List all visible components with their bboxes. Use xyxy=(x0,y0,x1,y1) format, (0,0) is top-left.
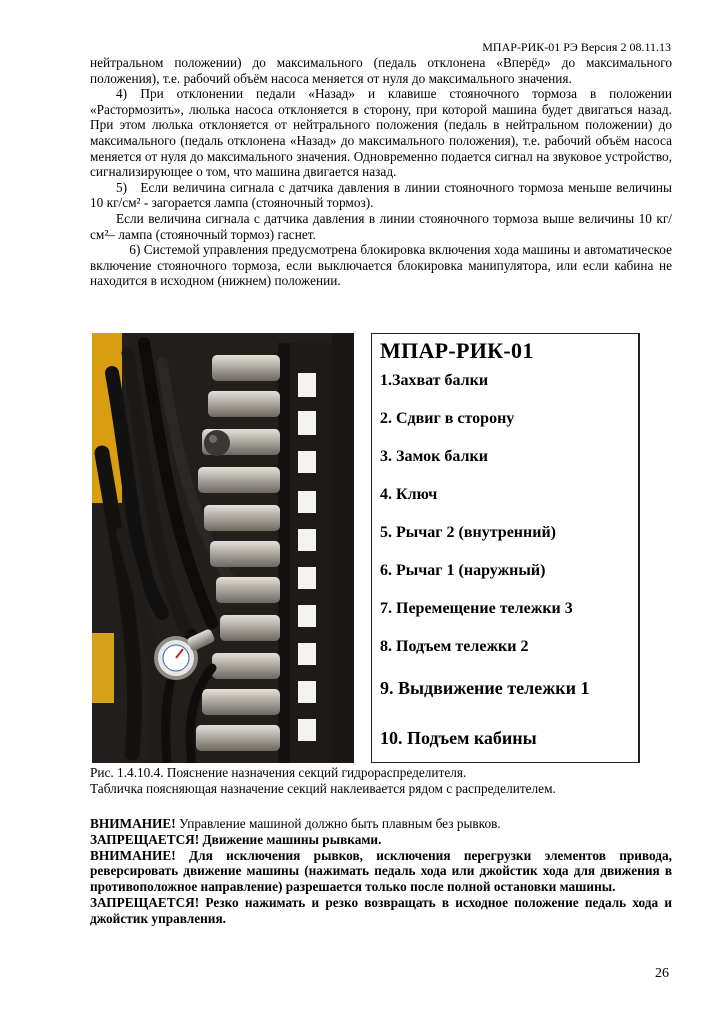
section-legend-plaque xyxy=(371,333,640,763)
body-text xyxy=(90,55,672,289)
paragraph-item-5: 5) Если величина сигнала с датчика давления в линии стояночного тормоза меньше величины 10 кг/см² - загорается лампа (стояночный тормоз). xyxy=(90,179,672,211)
warning-4-text: Резко нажимать и резко возвращать в исходное положение педаль хода и джойстик управления. xyxy=(90,894,672,926)
plaque-item-3: 3. Замок балки xyxy=(380,448,488,465)
caption-line-2: Табличка поясняющая назначение секций наклеивается рядом с распределителем. xyxy=(90,781,556,796)
warning-3-text: Для исключения рывков, исключения перегрузки элементов привода, реверсировать движение машины (нажимать педаль хода или джойстик хода для движения в противоположное направление) разрешается только после полной остановки машины. xyxy=(90,847,672,895)
warning-4 xyxy=(90,895,672,927)
distributor-photo-illustration xyxy=(92,333,354,763)
warning-2-text: Движение машины рывками. xyxy=(199,831,382,847)
plaque-item-4: 4. Ключ xyxy=(380,486,438,503)
warning-4-label: ЗАПРЕЩАЕТСЯ! xyxy=(90,894,200,910)
caption-line-1: Рис. 1.4.10.4. Пояснение назначения секций гидрораспределителя. xyxy=(90,765,467,780)
paragraph-item-4: 4) При отклонении педали «Назад» и клавише стояночного тормоза в положении «Растормозить», люлька насоса отклоняется в сторону, при которой машина будет двигаться назад. При этом люлька отклоняется от нейтрального положения (педаль в нейтральном положении) до максимального (педаль отклонена «Назад» до максимального положения), т.е. рабочий объём насоса меняется от нуля до максимального значения. Одновременно подается сигнал на звуковое устройство, сигнализирующее о том, что машина двигается назад. xyxy=(90,86,672,180)
plaque-item-10: 10. Подъем кабины xyxy=(380,728,537,748)
plaque-item-8: 8. Подъем тележки 2 xyxy=(380,638,529,655)
plaque-item-5: 5. Рычаг 2 (внутренний) xyxy=(380,524,556,541)
plaque-item-2: 2. Сдвиг в сторону xyxy=(380,410,515,427)
plaque-item-1: 1.Захват балки xyxy=(380,372,489,389)
warning-2 xyxy=(90,832,672,848)
paragraph-continuation: нейтральном положении) до максимального (педаль отклонена «Вперёд» до максимального положения), т.е. рабочий объём насоса меняется от нуля до максимального значения. xyxy=(90,55,672,86)
plaque-title: МПАР-РИК-01 xyxy=(380,338,534,363)
warning-2-label: ЗАПРЕЩАЕТСЯ! xyxy=(90,831,200,847)
paragraph-item-5-cont: Если величина сигнала с датчика давления в линии стояночного тормоза выше величины 10 кг/см²– лампа (стояночный тормоз) гаснет. xyxy=(90,210,672,242)
warnings-block xyxy=(90,816,672,927)
plaque-item-6: 6. Рычаг 1 (наружный) xyxy=(380,562,546,579)
page-number: 26 xyxy=(655,966,669,981)
warning-1 xyxy=(90,816,672,832)
distributor-photo xyxy=(92,333,354,763)
plaque-item-9: 9. Выдвижение тележки 1 xyxy=(380,678,590,698)
warning-3-label: ВНИМАНИЕ! xyxy=(90,847,176,863)
warning-1-text: Управление машиной должно быть плавным без рывков. xyxy=(175,816,501,831)
warning-1-label: ВНИМАНИЕ! xyxy=(90,816,176,831)
figure-hydraulic-distributor xyxy=(92,333,641,763)
warning-3 xyxy=(90,848,672,895)
plaque-item-7: 7. Перемещение тележки 3 xyxy=(380,600,573,617)
document-header: МПАР-РИК-01 РЭ Версия 2 08.11.13 xyxy=(482,40,671,54)
figure-caption xyxy=(90,765,556,797)
paragraph-item-6: 6) Системой управления предусмотрена блокировка включения хода машины и автоматическое включение стояночного тормоза, если выключается блокировка манипулятора, или если кабина не находится в исходном (нижнем) положении. xyxy=(90,242,672,289)
